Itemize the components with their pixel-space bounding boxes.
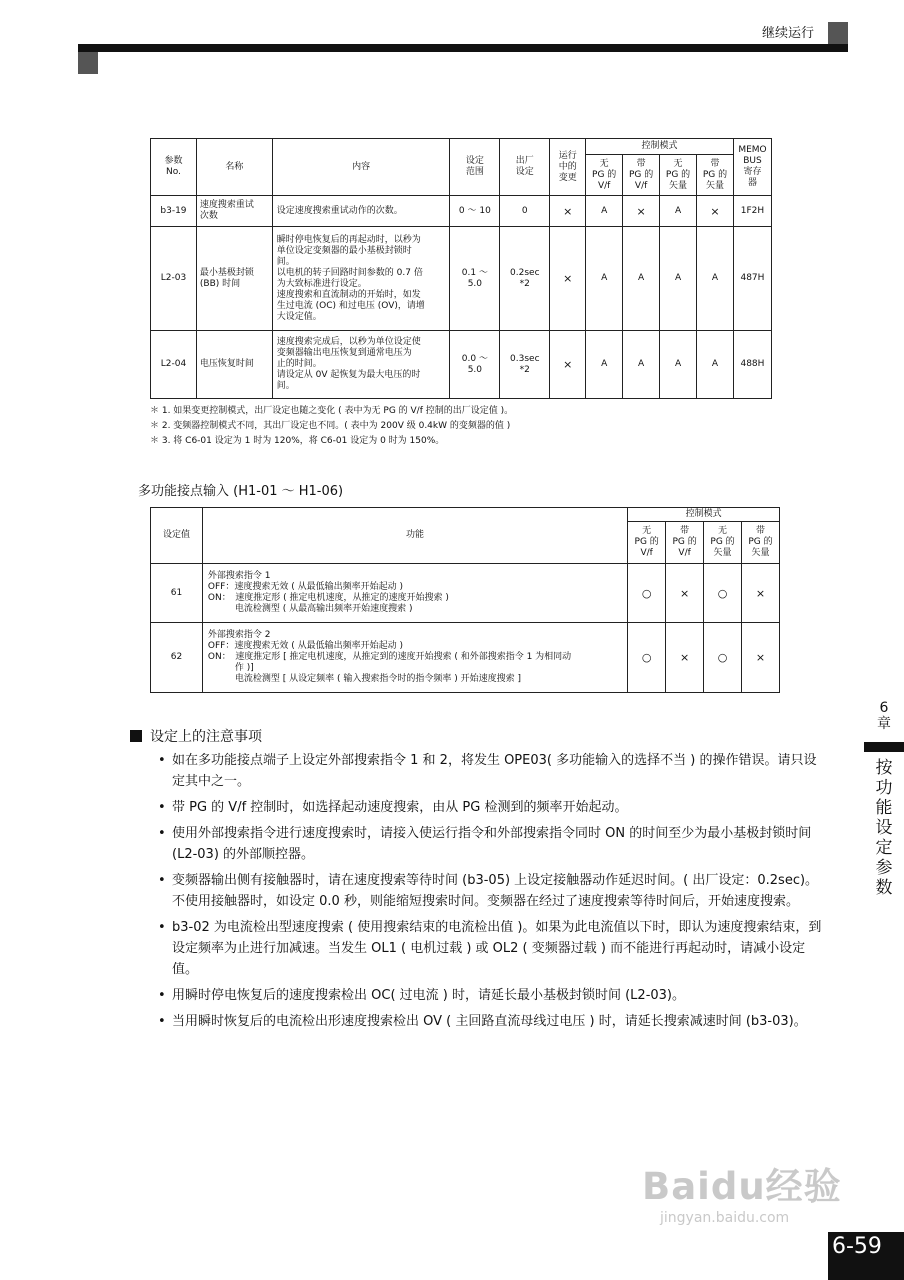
param-range: 0 ～ 10 [450,196,500,227]
header-mode: 无 PG 的 矢量 [704,522,742,564]
param-mode: × [623,196,660,227]
param-mode: A [586,196,623,227]
param-content: 设定速度搜索重试动作的次数。 [272,196,450,227]
param-mode: A [586,331,623,399]
param-no: b3-19 [151,196,197,227]
param-mode: A [586,227,623,331]
table-row [151,227,772,331]
header-mode: 无 PG 的 矢量 [660,155,697,196]
header-marker [828,22,848,46]
mode-support: × [666,623,704,693]
mode-support: × [742,623,780,693]
list-item: • 当用瞬时恢复后的电流检出形速度搜索检出 OV ( 主回路直流母线过电压 ) 时，请延长搜索减速时间 (b3-03)。 [148,1011,824,1032]
param-content: 瞬时停电恢复后的再起动时，以秒为 单位设定变频器的最小基极封锁时 间。 以电机的转子回路时间参数的 0.7 倍 为大致标准进行设定。 速度搜索和直流制动的开始时，如发 生过电流 (OC) 和过电压 (OV)，请增 大设定值。 [272,227,450,331]
header-function: 功能 [202,508,627,564]
watermark-logo: Baidu经验 [642,1165,842,1208]
mode-support: × [666,564,704,623]
param-register: 488H [733,331,771,399]
param-content: 速度搜索完成后，以秒为单位设定使 变频器输出电压恢复到通常电压为 止的时间。 请设定从 0V 起恢复为最大电压的时 间。 [272,331,450,399]
page-number: 6-59 [832,1234,882,1259]
table-notes [150,404,513,449]
list-item: • 如在多功能接点端子上设定外部搜索指令 1 和 2，将发生 OPE03( 多功能输入的选择不当 ) 的操作错误。请只设定其中之一。 [148,750,824,792]
note: ＊ 2. 变频器控制模式不同，其出厂设定也不同。( 表中为 200V 级 0.4kW 的变频器的值 ) [150,421,511,431]
parameter-table [150,138,772,399]
param-mode: A [660,196,697,227]
param-change: × [550,196,586,227]
param-name: 最小基极封锁 (BB) 时间 [196,227,272,331]
header-mode: 带 PG 的 V/f [666,522,704,564]
header-mode: 无 PG 的 V/f [628,522,666,564]
function-desc: 外部搜索指令 1 OFF：速度搜索无效 ( 从最低输出频率开始起动 ) ON： 速度推定形 ( 推定电机速度，从推定的速度开始搜索 ) 电流检测型 ( 从最高输出频率开始速度搜索 ) [202,564,627,623]
param-mode: A [660,227,697,331]
param-name: 速度搜索重试 次数 [196,196,272,227]
setting-value: 61 [151,564,203,623]
chapter-title: 按功能设定参数 [875,758,893,898]
header-content: 内容 [272,139,450,196]
param-range: 0.1 ～ 5.0 [450,227,500,331]
table-row [151,623,780,693]
header-name: 名称 [196,139,272,196]
mode-support: ○ [628,564,666,623]
param-mode: × [697,196,734,227]
param-default: 0.3sec *2 [500,331,550,399]
watermark-url: jingyan.baidu.com [660,1210,790,1226]
header-mode: 带 PG 的 矢量 [742,522,780,564]
header-change: 运行 中的 变更 [550,139,586,196]
header-value: 设定值 [151,508,203,564]
param-mode: A [697,227,734,331]
mode-support: ○ [704,564,742,623]
list-item: • 变频器输出侧有接触器时，请在速度搜索等待时间 (b3-05) 上设定接触器动作延迟时间。( 出厂设定：0.2sec)。不使用接触器时，如设定 0.0 秒，则能缩短搜索时间。变频器在经过了速度搜索等待时间后，开始速度搜索。 [148,870,824,912]
table-row [151,196,772,227]
param-mode: A [660,331,697,399]
function-desc: 外部搜索指令 2 OFF：速度搜索无效 ( 从最低输出频率开始起动 ) ON： 速度推定形 [ 推定电机速度，从推定到的速度开始搜索 ( 和外部搜索指令 1 为相同动 作 )] 电流检测型 [ 从设定频率 ( 输入搜索指令时的指令频率 ) 开始速度搜索 ] [202,623,627,693]
header-mode: 带 PG 的 V/f [623,155,660,196]
setting-value: 62 [151,623,203,693]
param-change: × [550,227,586,331]
mode-support: × [742,564,780,623]
list-item: • b3-02 为电流检出型速度搜索 ( 使用搜索结束的电流检出值 )。如果为此电流值以下时，即认为速度搜索结束，到设定频率为止进行加减速。当发生 OL1 ( 电机过载 ) 或 OL2 ( 变频器过载 ) 而不能进行再起动时，请减小设定值。 [148,917,824,980]
param-default: 0.2sec *2 [500,227,550,331]
note: ＊ 1. 如果变更控制模式，出厂设定也随之变化 ( 表中为无 PG 的 V/f 控制的出厂设定值 )。 [150,406,514,416]
param-mode: A [623,227,660,331]
param-change: × [550,331,586,399]
header-memobus: MEMO BUS 寄存 器 [733,139,771,196]
chapter-label: 章 [877,716,891,732]
param-name: 电压恢复时间 [196,331,272,399]
notes-heading-text: 设定上的注意事项 [150,729,262,745]
note: ＊ 3. 将 C6-01 设定为 1 时为 120%，将 C6-01 设定为 0 时为 150%。 [150,436,445,446]
notes-heading [130,726,262,746]
section-title: 多功能接点输入 (H1-01 ～ H1-06) [138,484,344,499]
chapter-tab [870,700,898,732]
chapter-bar [864,742,904,752]
param-mode: A [697,331,734,399]
function-table [150,507,780,693]
mode-support: ○ [628,623,666,693]
list-item: • 带 PG 的 V/f 控制时，如选择起动速度搜索，由从 PG 检测到的频率开始起动。 [148,797,824,818]
header-control-mode: 控制模式 [586,139,734,155]
param-no: L2-04 [151,331,197,399]
param-register: 487H [733,227,771,331]
table-row [151,331,772,399]
header-rule [78,44,848,52]
page-number-box [828,1232,904,1280]
table-row [151,564,780,623]
header-mode: 带 PG 的 矢量 [697,155,734,196]
param-register: 1F2H [733,196,771,227]
header-control-mode: 控制模式 [628,508,780,522]
header-title: 继续运行 [762,26,815,41]
mode-support: ○ [704,623,742,693]
param-mode: A [623,331,660,399]
header-mode: 无 PG 的 V/f [586,155,623,196]
param-default: 0 [500,196,550,227]
list-item: • 使用外部搜索指令进行速度搜索时，请接入使运行指令和外部搜索指令同时 ON 的时间至少为最小基极封锁时间 (L2-03) 的外部顺控器。 [148,823,824,865]
header-default: 出厂 设定 [500,139,550,196]
header-range: 设定 范围 [450,139,500,196]
param-range: 0.0 ～ 5.0 [450,331,500,399]
square-bullet-icon [130,730,142,742]
param-no: L2-03 [151,227,197,331]
header-param: 参数 No. [151,139,197,196]
list-item: • 用瞬时停电恢复后的速度搜索检出 OC( 过电流 ) 时，请延长最小基极封锁时间 (L2-03)。 [148,985,824,1006]
header-marker-left [78,52,98,74]
chapter-number: 6 [879,700,889,716]
notes-list [148,750,824,1037]
